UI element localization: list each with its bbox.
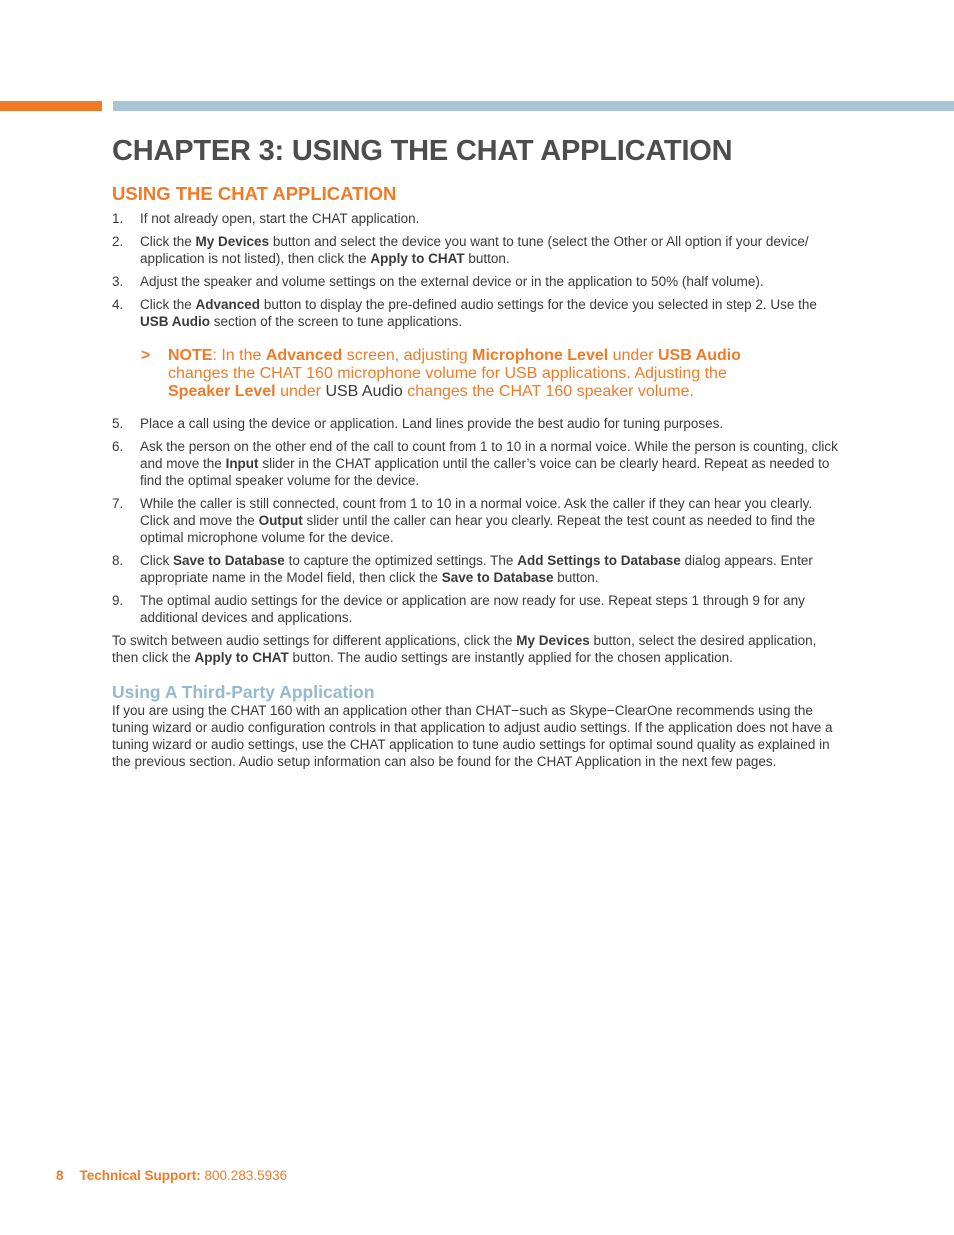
list-item xyxy=(112,495,840,546)
text-run: under xyxy=(275,383,326,400)
header-accent-bar-blue xyxy=(113,101,954,111)
list-item xyxy=(112,592,840,626)
text-run: changes the CHAT 160 speaker volume. xyxy=(402,383,694,400)
note-text xyxy=(168,347,741,400)
text-run: Place a call using the device or application. Land lines provide the best audio for tuning purposes. xyxy=(140,416,724,431)
step-number: 9. xyxy=(112,593,124,608)
text-run: button. xyxy=(464,251,510,266)
step-text xyxy=(140,439,838,488)
support-phone: 800.283.5936 xyxy=(200,1168,288,1183)
text-run: The optimal audio settings for the device or application are now ready for use. Repeat steps 1 through 9 for any additional devices and applications. xyxy=(140,593,805,625)
section-title: USING THE CHAT APPLICATION xyxy=(112,183,397,204)
step-number: 6. xyxy=(112,439,124,454)
text-run: changes the CHAT 160 microphone volume for USB applications. Adjusting the xyxy=(168,365,727,382)
subsection-title: Using A Third-Party Application xyxy=(112,682,375,702)
text-run: under xyxy=(608,347,658,364)
text-run: USB Audio xyxy=(325,383,403,400)
step-text xyxy=(140,553,813,585)
text-run: Click the xyxy=(140,297,196,312)
list-item xyxy=(112,273,840,290)
bold-text: My Devices xyxy=(516,633,590,648)
bold-text: My Devices xyxy=(195,234,270,249)
bold-text: Microphone Level xyxy=(472,347,609,364)
list-item xyxy=(112,438,840,489)
text-run: While the caller is still connected, count from 1 to 10 in a normal voice. Ask the caller if they can hear you clearly. Click and move the xyxy=(140,496,813,528)
bold-text: Save to Database xyxy=(441,570,554,585)
step-number: 1. xyxy=(112,211,124,226)
step-text xyxy=(140,234,809,266)
step-text xyxy=(140,211,419,226)
bold-text: Advanced xyxy=(265,347,343,364)
text-run: : In the xyxy=(212,347,266,364)
text-run: Click xyxy=(140,553,173,568)
bold-text: USB Audio xyxy=(658,347,741,364)
step-number: 4. xyxy=(112,297,124,312)
text-run: dialog appears. Enter appropriate name in the Model field, then click the xyxy=(140,553,813,585)
text-run: button, select the desired application, then click the xyxy=(112,633,817,665)
list-item xyxy=(112,210,840,227)
page-number: 8 xyxy=(56,1168,64,1183)
bold-text: Save to Database xyxy=(173,553,285,568)
support-label: Technical Support: xyxy=(79,1168,201,1183)
third-party-paragraph: If you are using the CHAT 160 with an application other than CHAT−such as Skype−ClearOne recommends using the tuning wizard or audio configuration controls in that application to adjust audio settings. If the application does not have a tuning wizard or audio settings, use the CHAT application to tune audio settings for optimal sound quality as explained in the previous section. Audio setup information can also be found for the CHAT Application in the next few pages. xyxy=(112,703,833,769)
text-run: button. xyxy=(553,570,599,585)
list-item xyxy=(112,233,840,267)
step-number: 8. xyxy=(112,553,124,568)
text-run: button. The audio settings are instantly applied for the chosen application. xyxy=(288,650,733,665)
bold-text: Apply to CHAT xyxy=(194,650,289,665)
bold-text: USB Audio xyxy=(140,314,210,329)
note-callout xyxy=(112,347,788,401)
switch-settings-paragraph xyxy=(112,632,840,666)
steps-list-continued xyxy=(112,415,840,626)
bold-text: Output xyxy=(258,513,303,528)
list-item xyxy=(112,296,840,330)
bold-text: Speaker Level xyxy=(168,383,276,400)
list-item xyxy=(112,415,840,432)
bold-text: Apply to CHAT xyxy=(370,251,465,266)
step-number: 7. xyxy=(112,496,124,511)
text-run: Adjust the speaker and volume settings on the external device or in the application to 50% (half volume). xyxy=(140,274,764,289)
step-text xyxy=(140,274,764,289)
text-run: If not already open, start the CHAT application. xyxy=(140,211,420,226)
text-run: to capture the optimized settings. The xyxy=(284,553,518,568)
step-number: 3. xyxy=(112,274,124,289)
step-text xyxy=(140,416,723,431)
text-run: button to display the pre-defined audio settings for the device you selected in step 2. Use the xyxy=(260,297,817,312)
text-run: slider in the CHAT application until the caller’s voice can be clearly heard. Repeat as needed to find the optimal speaker volume for the device. xyxy=(140,456,830,488)
step-text xyxy=(140,496,815,545)
list-item xyxy=(112,552,840,586)
text-run: screen, adjusting xyxy=(342,347,473,364)
step-number: 5. xyxy=(112,416,124,431)
text-run: Ask the person on the other end of the call to count from 1 to 10 in a normal voice. While the person is counting, click and move the xyxy=(140,439,838,471)
text-run: slider until the caller can hear you clearly. Repeat the test count as needed to find the optimal microphone volume for the device. xyxy=(140,513,816,545)
chapter-title: CHAPTER 3: USING THE CHAT APPLICATION xyxy=(112,135,733,167)
bold-text: Input xyxy=(225,456,259,471)
steps-list xyxy=(112,210,840,330)
step-number: 2. xyxy=(112,234,124,249)
text-run: To switch between audio settings for different applications, click the xyxy=(112,633,517,648)
header-accent-bar-orange xyxy=(0,101,102,111)
bold-text: Advanced xyxy=(195,297,261,312)
text-run: Click the xyxy=(140,234,196,249)
page-footer xyxy=(56,1167,287,1184)
bold-text: Add Settings to Database xyxy=(517,553,681,568)
bold-text: NOTE xyxy=(168,347,213,364)
text-run: section of the screen to tune applications. xyxy=(210,314,463,329)
note-arrow-icon: > xyxy=(141,347,151,364)
step-text xyxy=(140,593,805,625)
step-text xyxy=(140,297,817,329)
text-run: button and select the device you want to tune (select the Other or All option if your device/ application is not listed), then click the xyxy=(140,234,809,266)
page-content xyxy=(112,132,840,770)
